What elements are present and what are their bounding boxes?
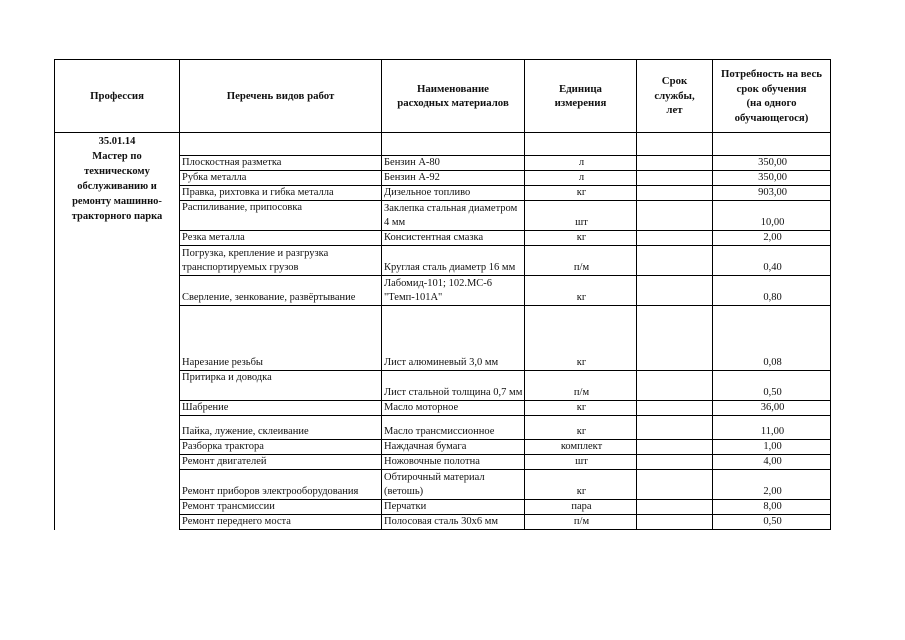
work-cell: Шабрение bbox=[180, 401, 382, 416]
unit-cell: кг bbox=[525, 186, 637, 201]
material-cell: Полосовая сталь 30х6 мм bbox=[382, 515, 525, 530]
work-cell: Рубка металла bbox=[180, 171, 382, 186]
header-need-line4: обучающегося) bbox=[734, 111, 809, 124]
unit-cell: кг bbox=[525, 401, 637, 416]
need-cell: 903,00 bbox=[713, 186, 831, 201]
work-cell: Ремонт двигателей bbox=[180, 455, 382, 470]
need-cell: 11,00 bbox=[713, 416, 831, 440]
material-cell: Масло моторное bbox=[382, 401, 525, 416]
profession-cell bbox=[55, 133, 180, 530]
header-profession-label: Профессия bbox=[90, 89, 144, 102]
work-cell: Нарезание резьбы bbox=[180, 306, 382, 371]
life-cell bbox=[637, 515, 713, 530]
unit-cell: кг bbox=[525, 276, 637, 306]
need-cell: 350,00 bbox=[713, 171, 831, 186]
unit-cell: кг bbox=[525, 470, 637, 500]
need-cell: 0,80 bbox=[713, 276, 831, 306]
header-unit-line2: измерения bbox=[554, 97, 607, 109]
need-cell: 0,50 bbox=[713, 515, 831, 530]
material-cell: Лабомид-101; 102.МС-6 "Темп-101А" bbox=[382, 276, 525, 306]
profession-line3: обслуживанию и bbox=[77, 181, 157, 192]
material-cell: Масло трансмиссионное bbox=[382, 416, 525, 440]
unit-cell: шт bbox=[525, 455, 637, 470]
work-cell: Резка металла bbox=[180, 231, 382, 246]
spacer-cell bbox=[713, 133, 831, 156]
header-need-line1: Потребность на весь bbox=[721, 68, 822, 80]
life-cell bbox=[637, 500, 713, 515]
header-profession bbox=[55, 60, 180, 133]
work-cell: Разборка трактора bbox=[180, 440, 382, 455]
spacer-cell bbox=[525, 133, 637, 156]
work-cell: Ремонт приборов электрооборудования bbox=[180, 470, 382, 500]
profession-code: 35.01.14 bbox=[98, 136, 136, 147]
life-cell bbox=[637, 246, 713, 276]
need-cell: 0,08 bbox=[713, 306, 831, 371]
material-cell: Наждачная бумага bbox=[382, 440, 525, 455]
unit-cell: п/м bbox=[525, 371, 637, 401]
life-cell bbox=[637, 276, 713, 306]
life-cell bbox=[637, 470, 713, 500]
header-unit bbox=[525, 60, 637, 133]
profession-line2: техническому bbox=[84, 166, 150, 177]
work-cell: Правка, рихтовка и гибка металла bbox=[180, 186, 382, 201]
spacer-cell bbox=[180, 133, 382, 156]
materials-table-sheet bbox=[54, 59, 830, 530]
unit-cell: кг bbox=[525, 416, 637, 440]
header-need-line3: (на одного bbox=[746, 97, 797, 109]
header-need-line2: срок обучения bbox=[736, 82, 807, 95]
header-unit-line1: Единица bbox=[559, 82, 602, 95]
header-life-line2: службы, bbox=[654, 89, 695, 102]
need-cell: 8,00 bbox=[713, 500, 831, 515]
unit-cell: комплект bbox=[525, 440, 637, 455]
life-cell bbox=[637, 416, 713, 440]
unit-cell: шт bbox=[525, 201, 637, 231]
material-cell: Бензин А-80 bbox=[382, 156, 525, 171]
header-works-label: Перечень видов работ bbox=[226, 89, 335, 102]
profession-line4: ремонту машинно- bbox=[72, 196, 162, 207]
life-cell bbox=[637, 231, 713, 246]
work-cell: Погрузка, крепление и разгрузка транспортируемых грузов bbox=[180, 246, 382, 276]
unit-cell: п/м bbox=[525, 246, 637, 276]
need-cell: 2,00 bbox=[713, 231, 831, 246]
unit-cell: пара bbox=[525, 500, 637, 515]
profession-line1: Мастер по bbox=[92, 151, 142, 162]
life-cell bbox=[637, 156, 713, 171]
material-cell: Обтирочный материал (ветошь) bbox=[382, 470, 525, 500]
header-life-line1: Срок bbox=[661, 75, 688, 88]
work-cell: Притирка и доводка bbox=[180, 371, 382, 401]
need-cell: 4,00 bbox=[713, 455, 831, 470]
work-cell: Ремонт переднего моста bbox=[180, 515, 382, 530]
need-cell: 1,00 bbox=[713, 440, 831, 455]
header-materials bbox=[382, 60, 525, 133]
need-cell: 2,00 bbox=[713, 470, 831, 500]
material-cell: Ножовочные полотна bbox=[382, 455, 525, 470]
life-cell bbox=[637, 201, 713, 231]
life-cell bbox=[637, 171, 713, 186]
materials-table bbox=[54, 59, 831, 530]
material-cell: Лист алюминевый 3,0 мм bbox=[382, 306, 525, 371]
need-cell: 10,00 bbox=[713, 201, 831, 231]
work-cell: Сверление, зенкование, развёртывание bbox=[180, 276, 382, 306]
material-cell: Круглая сталь диаметр 16 мм bbox=[382, 246, 525, 276]
life-cell bbox=[637, 186, 713, 201]
life-cell bbox=[637, 455, 713, 470]
material-cell: Консистентная смазка bbox=[382, 231, 525, 246]
work-cell: Плоскостная разметка bbox=[180, 156, 382, 171]
header-life bbox=[637, 60, 713, 133]
header-materials-line2: расходных материалов bbox=[397, 97, 509, 109]
header-need bbox=[713, 60, 831, 133]
need-cell: 350,00 bbox=[713, 156, 831, 171]
unit-cell: кг bbox=[525, 306, 637, 371]
material-cell: Лист стальной толщина 0,7 мм bbox=[382, 371, 525, 401]
need-cell: 0,50 bbox=[713, 371, 831, 401]
life-cell bbox=[637, 440, 713, 455]
need-cell: 36,00 bbox=[713, 401, 831, 416]
unit-cell: п/м bbox=[525, 515, 637, 530]
table-spacer-row bbox=[55, 133, 831, 156]
header-materials-line1: Наименование bbox=[417, 82, 489, 95]
life-cell bbox=[637, 371, 713, 401]
work-cell: Распиливание, припосовка bbox=[180, 201, 382, 231]
header-life-line3: лет bbox=[666, 104, 683, 117]
material-cell: Заклепка стальная диаметром 4 мм bbox=[382, 201, 525, 231]
material-cell: Перчатки bbox=[382, 500, 525, 515]
material-cell: Дизельное топливо bbox=[382, 186, 525, 201]
unit-cell: л bbox=[525, 171, 637, 186]
header-works bbox=[180, 60, 382, 133]
table-header-row bbox=[55, 60, 831, 133]
need-cell: 0,40 bbox=[713, 246, 831, 276]
life-cell bbox=[637, 306, 713, 371]
life-cell bbox=[637, 401, 713, 416]
work-cell: Пайка, лужение, склеивание bbox=[180, 416, 382, 440]
material-cell: Бензин А-92 bbox=[382, 171, 525, 186]
work-cell: Ремонт трансмиссии bbox=[180, 500, 382, 515]
unit-cell: кг bbox=[525, 231, 637, 246]
spacer-cell bbox=[637, 133, 713, 156]
spacer-cell bbox=[382, 133, 525, 156]
unit-cell: л bbox=[525, 156, 637, 171]
profession-line5: тракторного парка bbox=[71, 211, 163, 222]
